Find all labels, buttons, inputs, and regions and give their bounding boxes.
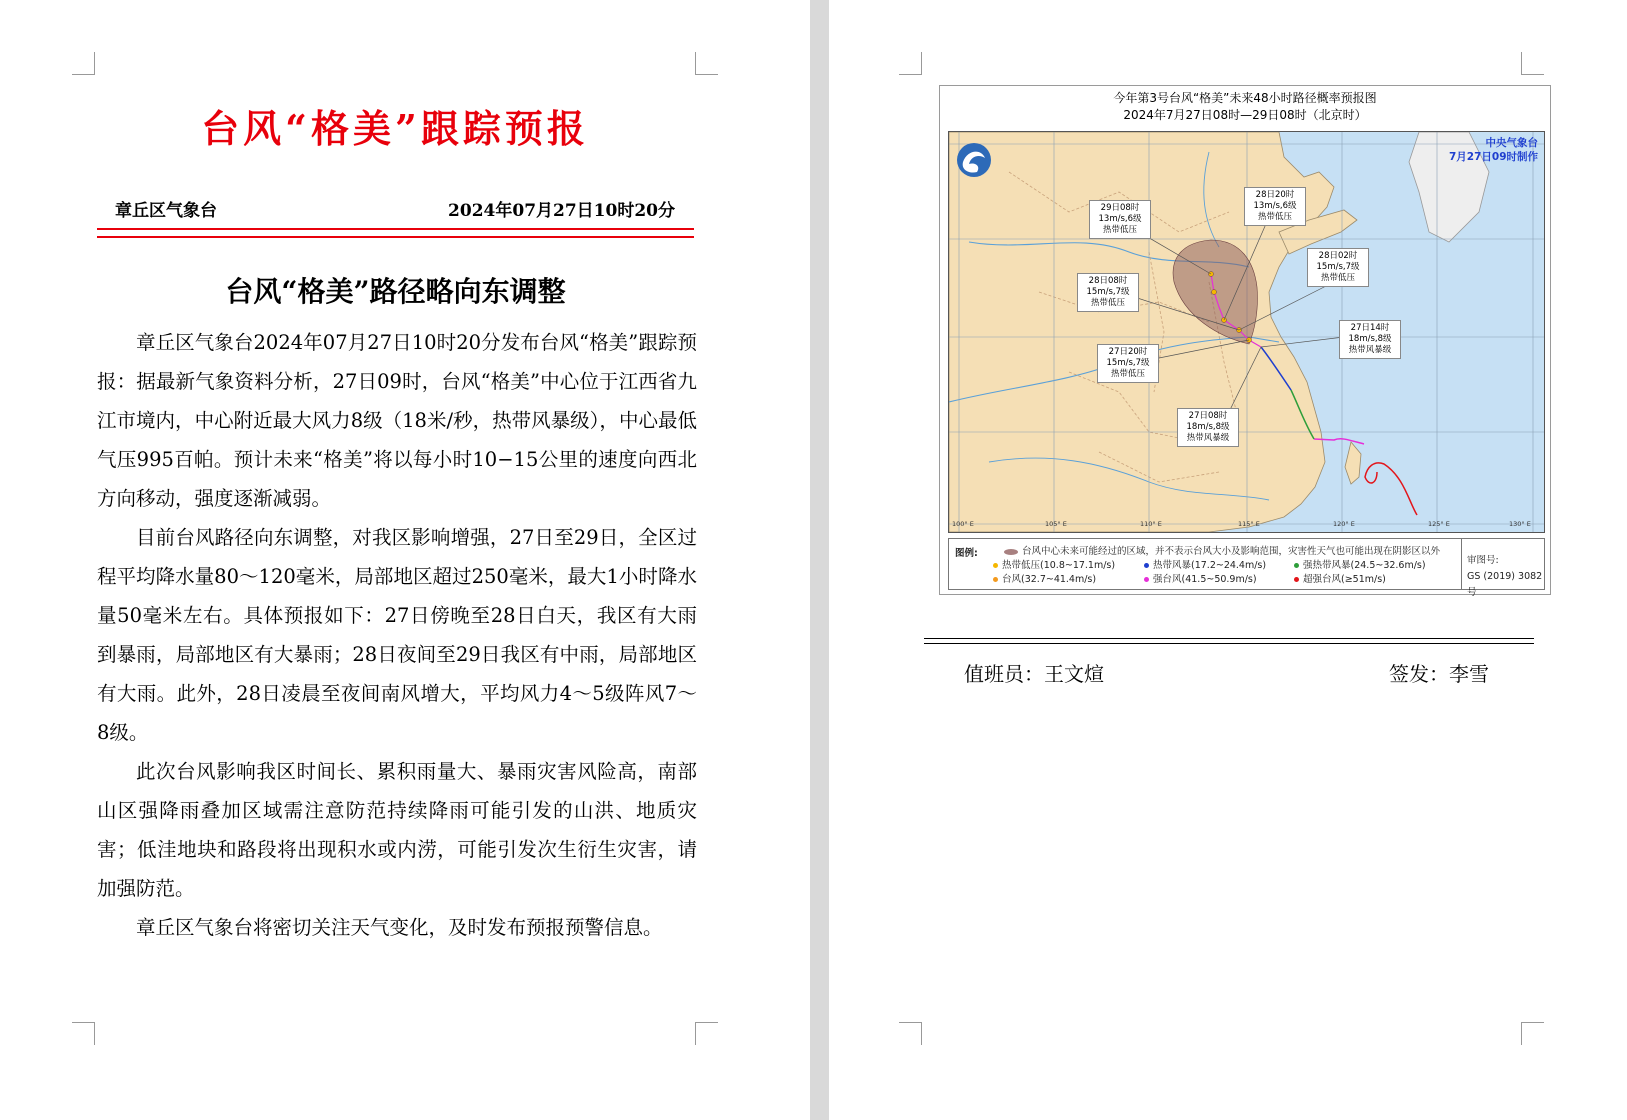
signed-by: 签发：李雪	[1389, 662, 1489, 686]
legend-dot-icon	[993, 577, 998, 582]
margin-mark	[72, 1022, 95, 1045]
paragraph: 此次台风影响我区时间长、累积雨量大、暴雨灾害风险高，南部山区强降雨叠加区域需注意防范持续降雨可能引发的山洪、地质灾害；低洼地块和路段将出现积水或内涝，可能引发次生衍生灾害，请加强防范。	[97, 760, 697, 900]
past-track	[1365, 463, 1417, 515]
red-divider	[97, 228, 694, 238]
callout-time: 28日08时	[1088, 276, 1128, 286]
made-time: 7月27日09时制作	[1448, 151, 1538, 163]
paragraph: 目前台风路径向东调整，对我区影响增强，27日至29日，全区过程平均降水量80～120毫米，局部地区超过250毫米，最大1小时降水量50毫米左右。具体预报如下：27日傍晚至28日白天，我区有大雨到暴雨，局部地区有大暴雨；28日夜间至29日我区有中雨，局部地区有大雨。此外，28日凌晨至夜间南风增大，平均风力4～5级阵风7～8级。	[97, 526, 697, 744]
legend-item-text: 强台风(41.5~50.9m/s)	[1153, 574, 1257, 585]
callout-box	[1339, 320, 1401, 359]
callout-wind: 18m/s,8级	[1348, 334, 1392, 344]
legend-item	[1144, 571, 1257, 585]
lon-label: 120° E	[1333, 520, 1355, 528]
land-mass	[1345, 442, 1361, 484]
legend-item-text: 热带低压(10.8~17.1m/s)	[1002, 560, 1116, 571]
callout-level: 热带低压	[1102, 225, 1137, 235]
legend-item-text: 强热带风暴(24.5~32.6m/s)	[1303, 560, 1426, 571]
article-headline: 台风“格美”路径略向东调整	[225, 275, 566, 308]
legend-item	[993, 571, 1096, 585]
margin-mark	[899, 52, 922, 75]
margin-mark	[695, 52, 718, 75]
callout-box	[1244, 187, 1306, 226]
review-code: GS (2019) 3082号	[1467, 571, 1543, 598]
legend-note	[1004, 543, 1440, 557]
agency-label	[1449, 136, 1538, 164]
callout-wind: 15m/s,7级	[1106, 358, 1150, 368]
margin-mark	[1521, 1022, 1544, 1045]
legend-item-text: 超强台风(≥51m/s)	[1303, 574, 1386, 585]
callout-wind: 13m/s,6级	[1253, 201, 1297, 211]
issue-time: 2024年07月27日10时20分	[448, 201, 675, 221]
legend-item-text: 热带风暴(17.2~24.4m/s)	[1153, 560, 1267, 571]
article-body	[97, 323, 697, 947]
map-legend	[948, 538, 1545, 598]
callout-time: 27日14时	[1350, 323, 1390, 333]
callout-time: 27日20时	[1108, 347, 1148, 357]
callout-box	[1307, 248, 1369, 287]
review-number	[1467, 553, 1544, 601]
cma-logo	[957, 143, 991, 177]
lon-label: 110° E	[1140, 520, 1162, 528]
margin-mark	[695, 1022, 718, 1045]
callout-box	[1077, 273, 1139, 312]
callout-level: 热带风暴级	[1348, 345, 1392, 355]
duty-officer: 值班员：王文煊	[964, 662, 1104, 686]
lon-label: 130° E	[1509, 520, 1531, 528]
callout-box	[1177, 408, 1239, 447]
callout-level: 热带低压	[1257, 212, 1292, 222]
margin-mark	[72, 52, 95, 75]
callout-level: 热带风暴级	[1186, 433, 1230, 443]
document-page-2	[829, 0, 1627, 1120]
legend-item	[1294, 557, 1426, 571]
callout-wind: 15m/s,7级	[1316, 262, 1360, 272]
agency-name: 中央气象台	[1485, 137, 1538, 149]
black-divider	[924, 638, 1534, 644]
callout-time: 27日08时	[1188, 411, 1228, 421]
legend-label: 图例:	[955, 548, 978, 559]
callout-time: 28日20时	[1255, 190, 1295, 200]
legend-item-text: 台风(32.7~41.4m/s)	[1002, 574, 1097, 585]
callout-time: 28日02时	[1318, 251, 1358, 261]
lon-label: 105° E	[1045, 520, 1067, 528]
callout-level: 热带低压	[1110, 369, 1145, 379]
margin-mark	[899, 1022, 922, 1045]
typhoon-track-map	[939, 85, 1551, 598]
document-page-1	[0, 0, 810, 1120]
forecast-title: 台风“格美”跟踪预报	[201, 106, 589, 151]
legend-dot-icon	[1294, 563, 1299, 568]
callout-wind: 15m/s,7级	[1086, 287, 1130, 297]
callout-time: 29日08时	[1100, 203, 1140, 213]
map-title	[940, 90, 1550, 124]
legend-dot-icon	[993, 563, 998, 568]
callout-level: 热带低压	[1320, 273, 1355, 283]
lon-label: 115° E	[1238, 520, 1260, 528]
margin-mark	[1521, 52, 1544, 75]
callout-box	[1097, 344, 1159, 383]
callout-wind: 13m/s,6级	[1098, 214, 1142, 224]
legend-item	[1294, 571, 1386, 585]
map-area	[948, 131, 1545, 533]
legend-dot-icon	[1144, 563, 1149, 568]
issuer-name: 章丘区气象台	[115, 201, 217, 221]
cone-swatch-icon	[1004, 549, 1018, 555]
legend-note-text: 台风中心未来可能经过的区域，并不表示台风大小及影响范围，灾害性天气也可能出现在阴影区以外	[1022, 546, 1441, 557]
paragraph: 章丘区气象台2024年07月27日10时20分发布台风“格美”跟踪预报：据最新气象资料分析，27日09时，台风“格美”中心位于江西省九江市境内，中心附近最大风力8级（18米/秒，热带风暴级），中心最低气压995百帕。预计未来“格美”将以每小时10−15公里的速度向西北方向移动，强度逐渐减弱。	[97, 331, 697, 510]
lon-label: 100° E	[952, 520, 974, 528]
review-label: 审图号:	[1467, 555, 1499, 566]
paragraph: 章丘区气象台将密切关注天气变化，及时发布预报预警信息。	[136, 916, 663, 939]
map-title-line1: 今年第3号台风“格美”未来48小时路径概率预报图	[1113, 91, 1377, 105]
callout-level: 热带低压	[1090, 298, 1125, 308]
lon-label: 125° E	[1428, 520, 1450, 528]
legend-divider	[1461, 539, 1462, 589]
legend-dot-icon	[1144, 577, 1149, 582]
map-title-line2: 2024年7月27日08时—29日08时（北京时）	[1123, 108, 1367, 122]
callout-box	[1089, 200, 1151, 239]
legend-item	[993, 557, 1115, 571]
legend-item	[1144, 557, 1266, 571]
legend-dot-icon	[1294, 577, 1299, 582]
callout-wind: 18m/s,8级	[1186, 422, 1230, 432]
